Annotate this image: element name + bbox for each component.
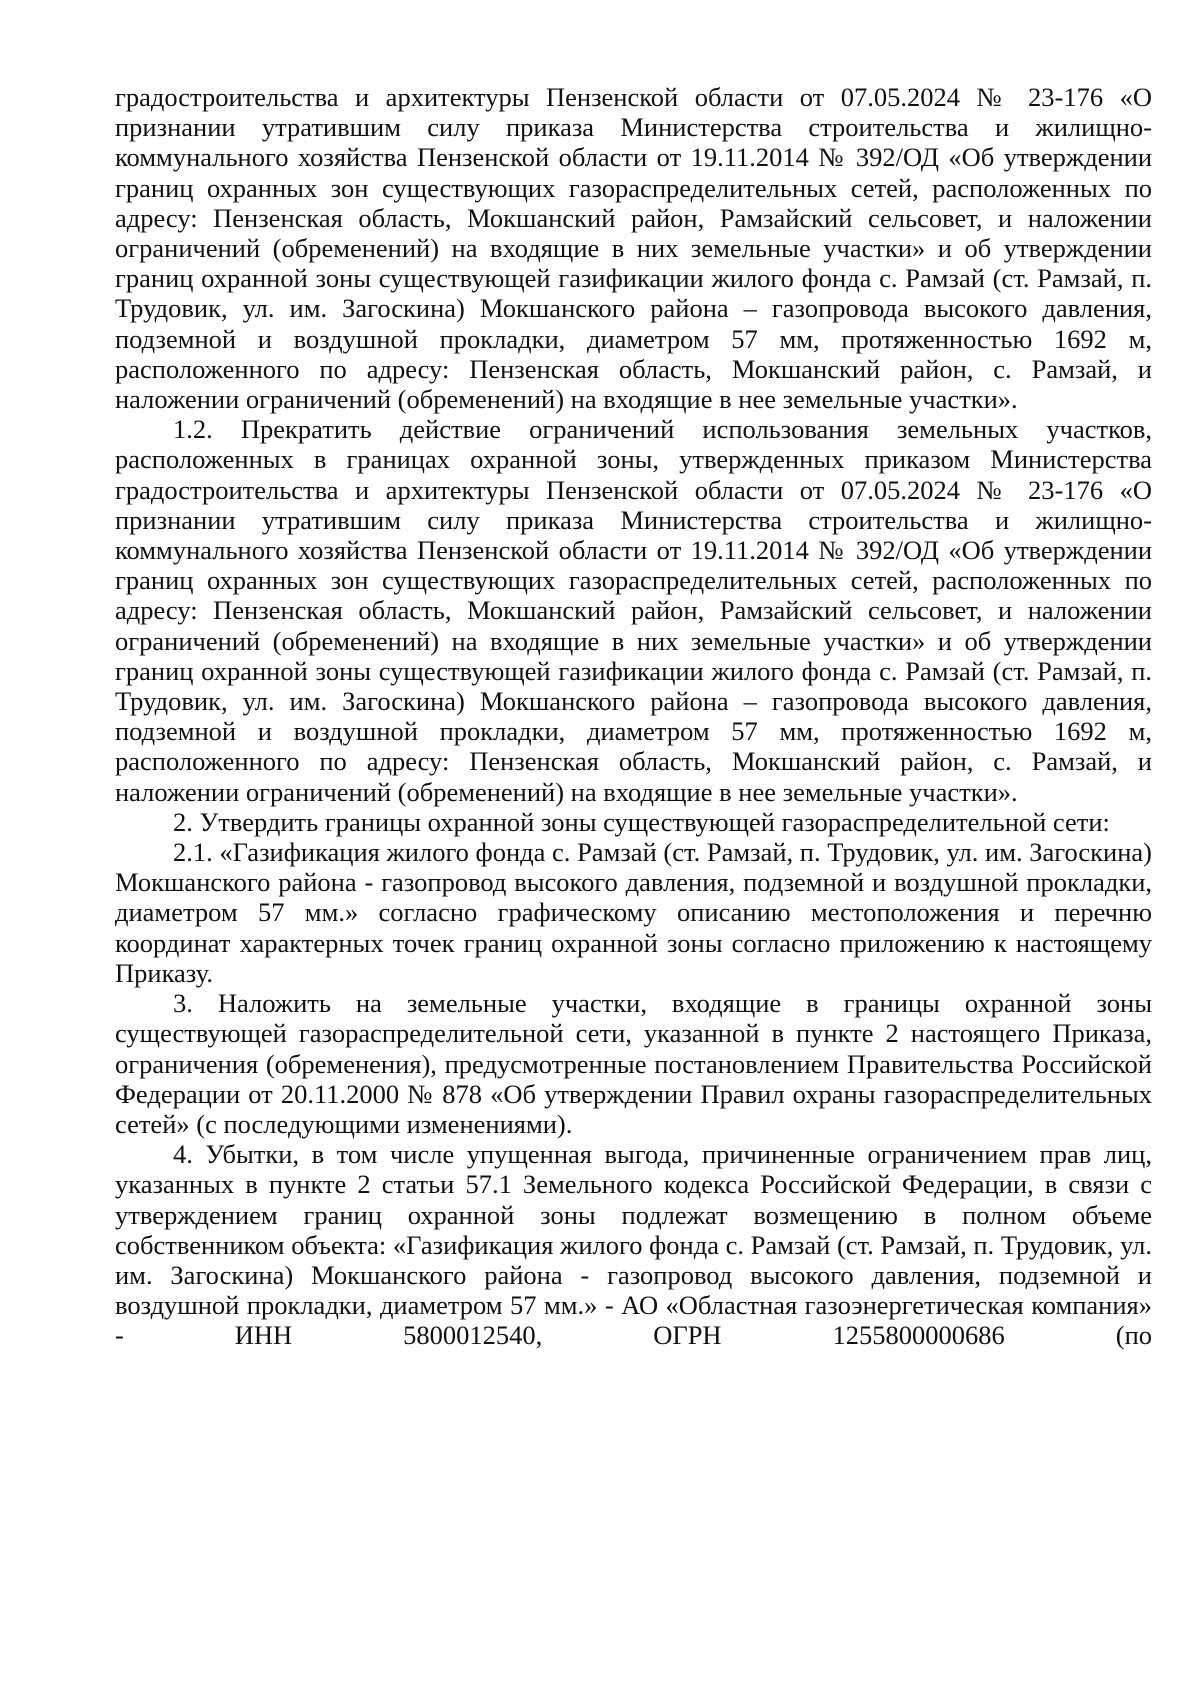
paragraph-continuation: градостроительства и архитектуры Пензенской области от 07.05.2024 № 23-176 «О признании утратившим силу приказа Министерства строительства и жилищно-коммунального хозяйства Пензенской области от 19.11.2014 № 392/ОД «Об утверждении границ охранных зон существующих газораспределительных сетей, расположенных по адресу: Пензенская область, Мокшанский район, Рамзайский сельсовет, и наложении ограничений (обременений) на входящие в них земельные участки» и об утверждении границ охранной зоны существующей газификации жилого фонда с. Рамзай (ст. Рамзай, п. Трудовик, ул. им. Загоскина) Мокшанского района – газопровода высокого давления, подземной и воздушной прокладки, диаметром 57 мм, протяженностью 1692 м, расположенного по адресу: Пензенская область, Мокшанский район, с. Рамзай, и наложении ограничений (обременений) на входящие в нее земельные участки».	[115, 82, 1152, 415]
document-page	[115, 82, 1152, 1351]
paragraph-2: 2. Утвердить границы охранной зоны существующей газораспределительной сети:	[173, 806, 1110, 837]
paragraph-3: 3. Наложить на земельные участки, входящие в границы охранной зоны существующей газораспределительной сети, указанной в пункте 2 настоящего Приказа, ограничения (обременения), предусмотренные постановлением Правительства Российской Федерации от 20.11.2000 № 878 «Об утверждении Правил охраны газораспределительных сетей» (с последующими изменениями).	[115, 988, 1152, 1139]
paragraph-4: 4. Убытки, в том числе упущенная выгода, причиненные ограничением прав лиц, указанных в пункте 2 статьи 57.1 Земельного кодекса Российской Федерации, в связи с утверждением границ охранной зоны подлежат возмещению в полном объеме собственником объекта: «Газификация жилого фонда с. Рамзай (ст. Рамзай, п. Трудовик, ул. им. Загоскина) Мокшанского района - газопровод высокого давления, подземной и воздушной прокладки, диаметром 57 мм.» - АО «Областная газоэнергетическая компания» - ИНН 5800012540, ОГРН 1255800000686 (по	[115, 1139, 1152, 1351]
paragraph-2-1: 2.1. «Газификация жилого фонда с. Рамзай (ст. Рамзай, п. Трудовик, ул. им. Загоскина) Мокшанского района - газопровод высокого давления, подземной и воздушной прокладки, диаметром 57 мм.» согласно графическому описанию местоположения и перечню координат характерных точек границ охранной зоны согласно приложению к настоящему Приказу.	[115, 837, 1152, 988]
paragraph-1-2: 1.2. Прекратить действие ограничений использования земельных участков, расположенных в границах охранной зоны, утвержденных приказом Министерства градостроительства и архитектуры Пензенской области от 07.05.2024 № 23-176 «О признании утратившим силу приказа Министерства строительства и жилищно-коммунального хозяйства Пензенской области от 19.11.2014 № 392/ОД «Об утверждении границ охранных зон существующих газораспределительных сетей, расположенных по адресу: Пензенская область, Мокшанский район, Рамзайский сельсовет, и наложении ограничений (обременений) на входящие в них земельные участки» и об утверждении границ охранной зоны существующей газификации жилого фонда с. Рамзай (ст. Рамзай, п. Трудовик, ул. им. Загоскина) Мокшанского района – газопровода высокого давления, подземной и воздушной прокладки, диаметром 57 мм, протяженностью 1692 м, расположенного по адресу: Пензенская область, Мокшанский район, с. Рамзай, и наложении ограничений (обременений) на входящие в нее земельные участки».	[115, 414, 1152, 807]
